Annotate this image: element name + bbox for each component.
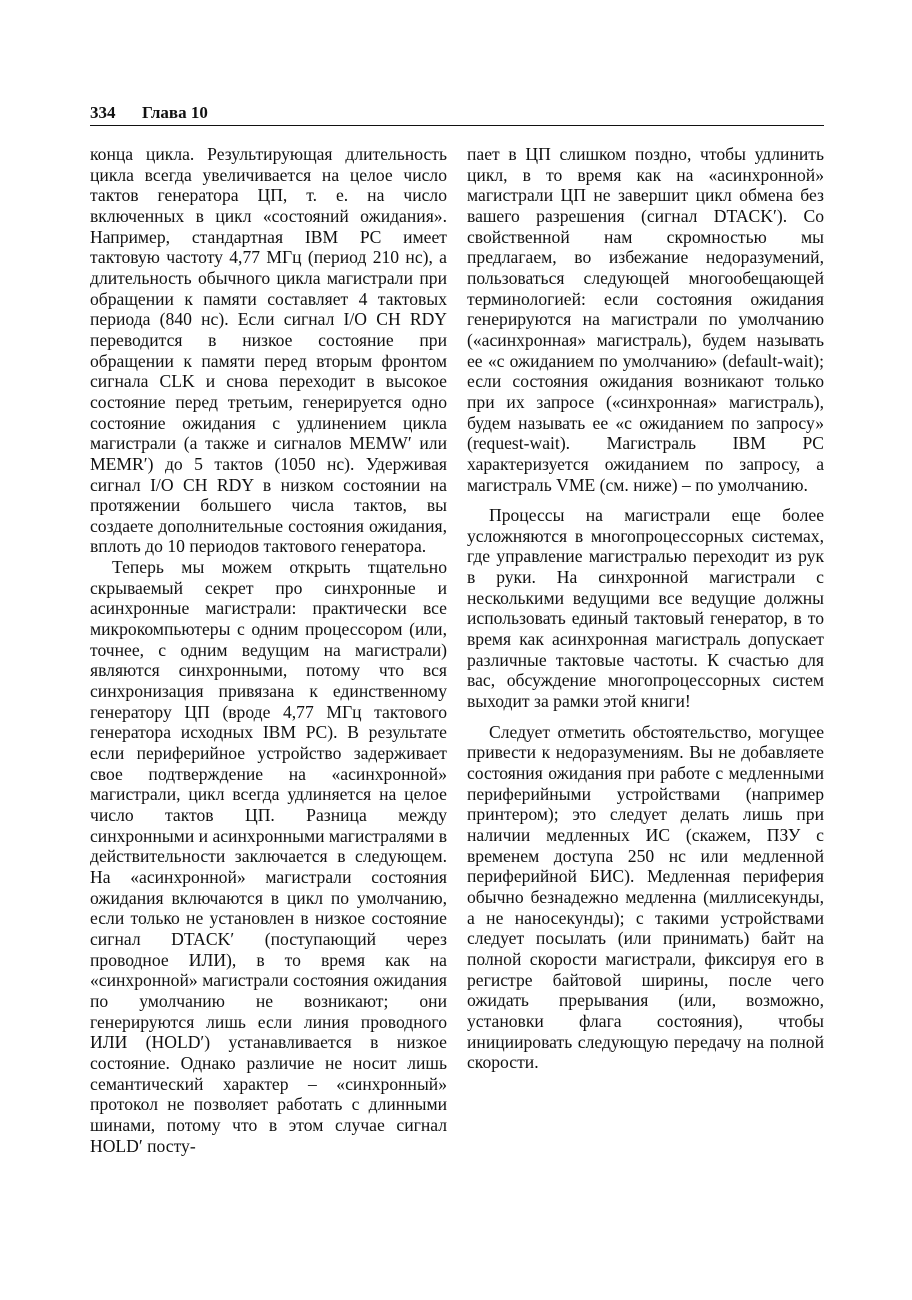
running-header: [90, 102, 824, 124]
paragraph: Следует отметить обстоятельство, могущее привести к недоразумениям. Вы не добавляете состояния ожидания при работе с медленными периферийными устройствами (например принтером); это следует делать лишь при наличии медленных ИС (скажем, ПЗУ с временем доступа 250 нс или медленной периферийной БИС). Медленная периферия обычно безнадежно медленна (миллисекунды, а не наносекунды); с такими устройствами следует посылать (или принимать) байт на полной скорости магистрали, фиксируя его в регистре байтовой ширины, после чего ожидать прерывания (или, возможно, установки флага состояния), чтобы инициировать следующую передачу на полной скорости.: [467, 721, 824, 1073]
paragraph: Процессы на магистрали еще более усложняются в многопроцессорных системах, где управление магистралью переходит из рук в руки. На синхронной магистрали с несколькими ведущими все ведущие должны использовать единый тактовый генератор, в то время как асинхронная магистраль допускает различные тактовые частоты. К счастью для вас, обсуждение многопроцессорных систем выходит за рамки этой книги!: [467, 505, 824, 712]
paragraph: Теперь мы можем открыть тщательно скрываемый секрет про синхронные и асинхронные магистрали: практически все микрокомпьютеры с одним процессором (или, точнее, с одним ведущим на магистрали) являются синхронными, потому что вся синхронизация привязана к единственному генератору ЦП (вроде 4,77 МГц тактового генератора исходных IBM PC). В результате если периферийное устройство задерживает свое подтверждение на «асинхронной» магистрали, цикл всегда удлиняется на целое число тактов ЦП. Разница между синхронными и асинхронными магистралями в действительности заключается в следующем. На «асинхронной» магистрали состояния ожидания включаются в цикл по умолчанию, если только не установлен в низкое состояние сигнал DTACK′ (поступающий через проводное ИЛИ), в то время как на «синхронной» магистрали состояния ожидания по умолчанию не возникают; они генерируются лишь если линия проводного ИЛИ (HOLD′) устанавливается в низкое состояние. Однако различие не носит лишь семантический характер – «синхронный» протокол не позволяет работать с длинными шинами, потому что в этом случае сигнал HOLD′ посту-: [90, 557, 447, 1156]
paragraph: конца цикла. Результирующая длительность цикла всегда увеличивается на целое число тактов генератора ЦП, т. е. на число включенных в цикл «состояний ожидания». Например, стандартная IBM PC имеет тактовую частоту 4,77 МГц (период 210 нс), а длительность обычного цикла магистрали при обращении к памяти составляет 4 тактовых периода (840 нс). Если сигнал I/O CH RDY переводится в низкое состояние при обращении к памяти перед вторым фронтом сигнала CLK и снова переходит в высокое состояние перед третьим, генерируется одно состояние ожидания с удлинением цикла магистрали (а также и сигналов MEMW′ или MEMR′) до 5 тактов (1050 нс). Удерживая сигнал I/O CH RDY в низком состоянии на протяжении большего числа тактов, вы создаете дополнительные состояния ожидания, вплоть до 10 периодов тактового генератора.: [90, 144, 447, 557]
left-column: [90, 144, 447, 1156]
header-rule: [90, 125, 824, 126]
paragraph: пает в ЦП слишком поздно, чтобы удлинить цикл, в то время как на «асинхронной» магистрали ЦП не завершит цикл обмена без вашего разрешения (сигнал DTACK′). Со свойственной нам скромностью мы предлагаем, во избежание недоразумений, пользоваться следующей многообещающей терминологией: если состояния ожидания генерируются на магистрали по умолчанию («асинхронная» магистраль), будем называть ее «с ожиданием по умолчанию» (default-wait); если состояния ожидания возникают только при их запросе («синхронная» магистраль), будем называть ее «с ожиданием по запросу» (request-wait). Магистраль IBM PC характеризуется ожиданием по запросу, а магистраль VME (см. ниже) – по умолчанию.: [467, 144, 824, 495]
right-column: [467, 144, 824, 1073]
page-number: 334: [90, 103, 116, 122]
chapter-title: Глава 10: [142, 103, 208, 122]
